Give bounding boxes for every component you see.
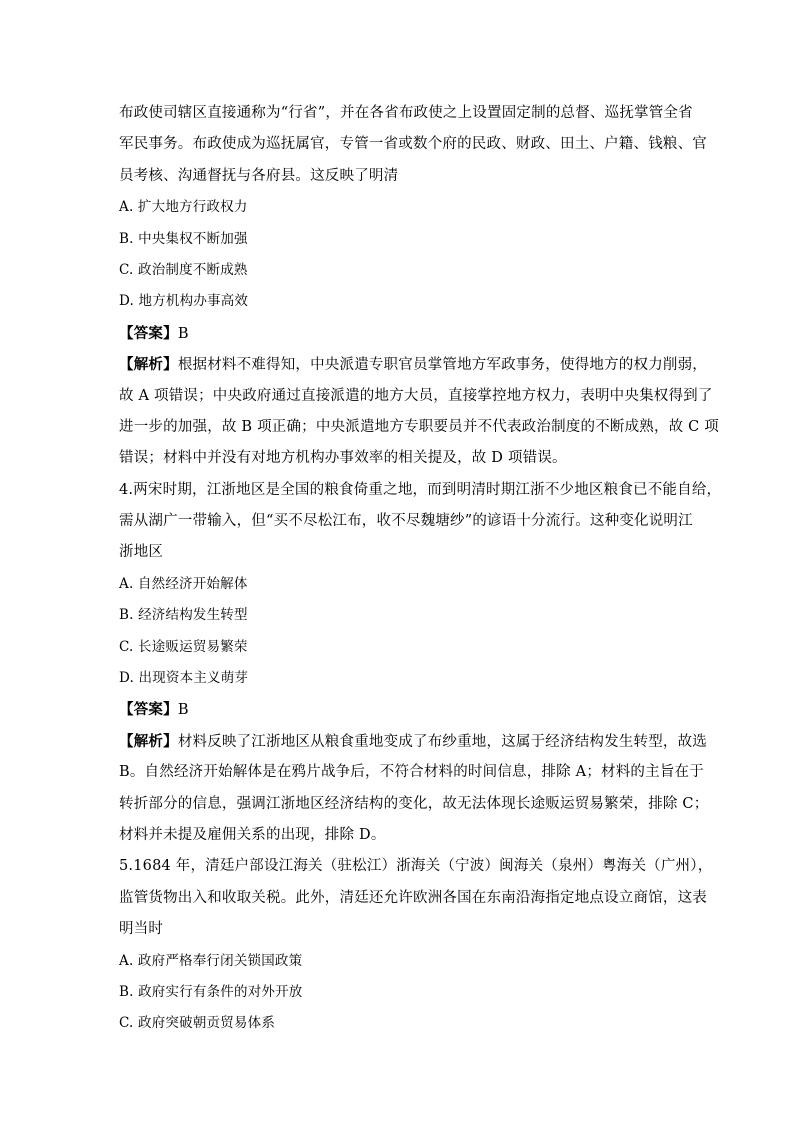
q3-option-a: A. 扩大地方行政权力 (119, 199, 248, 216)
q4-stem-line: 4.两宋时期，江浙地区是全国的粮食倚重之地，而到明清时期江浙不少地区粮食已不能自给， (119, 481, 722, 498)
analysis-text: 根据材料不难得知，中央派遣专职官员掌管地方军政事务，使得地方的权力削弱， (177, 357, 708, 374)
q4-answer (119, 694, 679, 725)
answer-tag: 【答案】 (119, 701, 178, 719)
answer-tag: 【答案】 (119, 324, 178, 342)
q3-analysis-line: 故 A 项错误；中央政府通过直接派遣的地方大员，直接掌控地方权力，表明中央集权得到了 (119, 387, 713, 404)
q5-option-c: C. 政府突破朝贡贸易体系 (119, 1015, 276, 1032)
analysis-tag: 【解析】 (119, 732, 178, 750)
answer-value: B (177, 325, 189, 342)
q3-option-b: B. 中央集权不断加强 (119, 230, 248, 247)
q4-option-a: A. 自然经济开始解体 (119, 575, 248, 592)
analysis-tag: 【解析】 (119, 356, 178, 374)
q5-option-b: B. 政府实行有条件的对外开放 (119, 983, 303, 1000)
q5-stem-line: 监管货物出入和收取关税。此外，清廷还允许欧洲各国在东南沿海指定地点设立商馆，这表 (119, 889, 707, 906)
q3-analysis-line (119, 349, 708, 380)
q4-analysis-line: 转折部分的信息，强调江浙地区经济结构的变化，故无法体现长途贩运贸易繁荣，排除 C； (119, 795, 709, 812)
q3-stem-line: 员考核、沟通督抚与各府县。这反映了明清 (119, 167, 399, 184)
analysis-text: 材料反映了江浙地区从粮食重地变成了布纱重地，这属于经济结构发生转型，故选 (177, 733, 708, 750)
q3-analysis-line: 进一步的加强，故 B 项正确；中央派遣地方专职要员并不代表政治制度的不断成熟，故 C 项 (119, 418, 719, 435)
q4-option-c: C. 长途贩运贸易繁荣 (119, 638, 248, 655)
q3-option-d: D. 地方机构办事高效 (119, 293, 249, 310)
q4-stem-line: 浙地区 (119, 544, 164, 561)
q4-stem-line: 需从湖广一带输入，但“买不尽松江布，收不尽魏塘纱”的谚语十分流行。这种变化说明江 (119, 513, 693, 530)
q3-stem-line: 布政使司辖区直接通称为“行省”，并在各省布政使之上设置固定制的总督、巡抚掌管全省 (119, 105, 693, 121)
q4-analysis-line (119, 726, 708, 757)
q4-analysis-line: B。自然经济开始解体是在鸦片战争后，不符合材料的时间信息，排除 A；材料的主旨在于 (119, 764, 704, 781)
q5-option-a: A. 政府严格奉行闭关锁国政策 (119, 952, 303, 969)
q4-analysis-line: 材料并未提及雇佣关系的出现，排除 D。 (119, 826, 386, 843)
q3-option-c: C. 政治制度不断成熟 (119, 261, 248, 278)
q3-stem-line: 军民事务。布政使成为巡抚属官，专管一省或数个府的民政、财政、田土、户籍、钱粮、官 (119, 136, 707, 153)
q4-option-b: B. 经济结构发生转型 (119, 607, 248, 624)
q5-stem-line: 明当时 (119, 921, 164, 938)
q4-option-d: D. 出现资本主义萌芽 (119, 670, 249, 687)
q5-stem-line: 5.1684 年，清廷户部设江海关（驻松江）浙海关（宁波）闽海关（泉州）粤海关（广州）， (119, 858, 713, 875)
answer-value: B (177, 702, 189, 719)
document-page (119, 98, 722, 1040)
q3-analysis-line: 错误；材料中并没有对地方机构办事效率的相关提及，故 D 项错误。 (119, 450, 567, 467)
q3-answer (119, 318, 679, 349)
